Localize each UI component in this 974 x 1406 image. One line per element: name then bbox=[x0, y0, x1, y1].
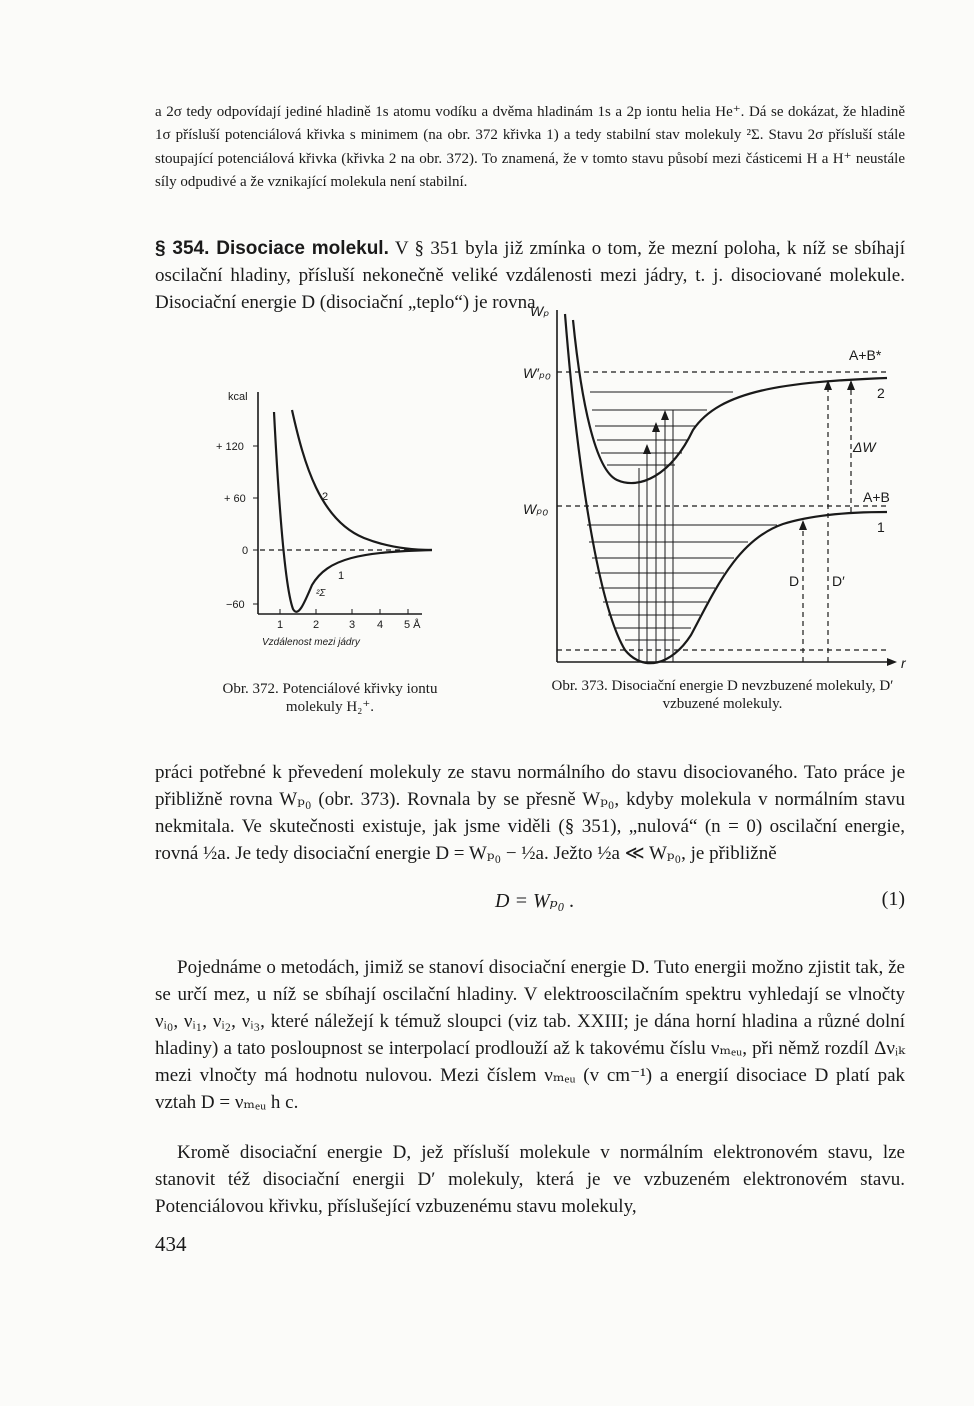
paragraph-after-figures: práci potřebné k převedení molekuly ze stavu normálního do stavu disociovaného. Tato práce je přibližně rovna Wₚ₀ (obr. 373). Rovnala by se přesně Wₚ₀, kdyby molekula v normálním stavu nekmitala. Ve skutečnosti existuje, jak jsme viděli (§ 351), „nulová“ (n = 0) oscilační energie, rovná ½a. Je tedy disociační energie D = Wₚ₀ − ½a. Ježto ½a ≪ Wₚ₀, je přibližně bbox=[155, 762, 905, 864]
fig373-delta-w: ΔW bbox=[853, 439, 876, 455]
fig372-xtick-4: 4 bbox=[377, 619, 384, 631]
caption-figure-373: Obr. 373. Disociační energie D nevzbuzené molekuly, D′ vzbuzené molekuly. bbox=[551, 678, 894, 712]
fig372-state-label: ²Σ bbox=[316, 588, 326, 599]
fig372-ytick-60: + 60 bbox=[224, 493, 246, 505]
fig372-curve-2 bbox=[292, 410, 432, 550]
fig372-ylabel: kcal bbox=[228, 391, 248, 403]
section-title: § 354. Disociace molekul. bbox=[155, 238, 389, 259]
fig373-d-label: D bbox=[789, 573, 800, 589]
fig373-label-ab: A+B bbox=[863, 489, 890, 505]
fig373-label-ab-star: A+B* bbox=[849, 347, 882, 363]
fig373-curve-1 bbox=[565, 314, 887, 663]
fig372-xlabel: Vzdálenost mezi jádry bbox=[262, 637, 360, 648]
fig372-ytick-neg60: −60 bbox=[226, 599, 245, 611]
paragraph-excited: Kromě disociační energie D, jež přísluší molekule v normálním elektronovém stavu, lze stanovit též disociační energii D′ molekuly, která je ve vzbuzeném elektronovém stavu. Potenciálovou křivku, příslušející vzbuzenému stavu molekuly, bbox=[155, 1142, 905, 1217]
page-number: 434 bbox=[155, 1232, 187, 1256]
fig372-ytick-0: 0 bbox=[242, 545, 249, 557]
fig373-level-excited: W′ₚ₀ bbox=[523, 365, 551, 381]
fig373-curve-2 bbox=[573, 320, 887, 483]
figure-373 bbox=[515, 300, 915, 675]
fig372-curve-1 bbox=[274, 412, 432, 612]
fig372-xtick-5: 5 Å bbox=[404, 619, 421, 631]
caption-figure-372: Obr. 372. Potenciálové křivky iontu molekuly H₂⁺. bbox=[222, 681, 438, 715]
fig372-ytick-120: + 120 bbox=[216, 441, 244, 453]
fig373-curve1-label: 1 bbox=[877, 519, 885, 535]
fig373-level-normal: Wₚ₀ bbox=[523, 501, 549, 517]
fig373-d-prime-label: D′ bbox=[832, 573, 845, 589]
fig372-xtick-1: 1 bbox=[277, 619, 284, 631]
fig372-curve2-label: 2 bbox=[322, 491, 329, 503]
equation-row bbox=[155, 888, 905, 918]
fig372-xtick-3: 3 bbox=[349, 619, 356, 631]
fig373-xaxis-label: r bbox=[901, 655, 906, 671]
equation-number: (1) bbox=[881, 888, 905, 910]
fig373-yaxis-label: Wₚ bbox=[530, 303, 550, 319]
paragraph-top: a 2σ tedy odpovídají jediné hladině 1s atomu vodíku a dvěma hladinám 1s a 2p iontu helia He⁺. Dá se dokázat, že hladině 1σ přísluší potenciálová křivka s minimem (na obr. 372 křivka 1) a tedy stabilní stav molekuly ²Σ. Stavu 2σ přísluší stále stoupající potenciálová křivka (křivka 2 na obr. 372). To znamená, že v tomto stavu působí mezi částicemi H a H⁺ neustále síly odpudivé a že vznikající molekula není stabilní. bbox=[155, 104, 905, 191]
paragraph-methods: Pojednáme o metodách, jimiž se stanoví disociační energie D. Tuto energii možno zjistit tak, že se určí mez, u níž se sbíhají oscilační hladiny. V elektrooscilačním spektru vyhledají se vlnočty νᵢ₀, νᵢ₁, νᵢ₂, νᵢ₃, které náležejí k témuž sloupci (viz tab. XXIII; je dána horní hladina a různé dolní hladiny) a tato posloupnost se interpolací prodlouží až k takovému číslu νₘₑᵤ, při němž rozdíl Δνᵢₖ mezi vlnočty má hodnotu nulovou. Mezi číslem νₘₑᵤ (v cm⁻¹) a energií disociace D platí pak vztah D = νₘₑᵤ h c. bbox=[155, 957, 905, 1113]
equation: D = Wₚ₀ . bbox=[495, 890, 575, 912]
fig372-xtick-2: 2 bbox=[313, 619, 320, 631]
section-intro: V § 351 byla již zmínka o tom, že mezní poloha, k níž se sbíhají oscilační hladiny, přísluší nekonečně veliké vzdálenosti mezi jádry, t. j. disociované molekule. Disociační energie D (disociační „teplo“) je rovna bbox=[155, 238, 905, 313]
fig372-curve1-label: 1 bbox=[338, 570, 345, 582]
figure-372 bbox=[200, 380, 460, 660]
fig373-curve2-label: 2 bbox=[877, 385, 885, 401]
